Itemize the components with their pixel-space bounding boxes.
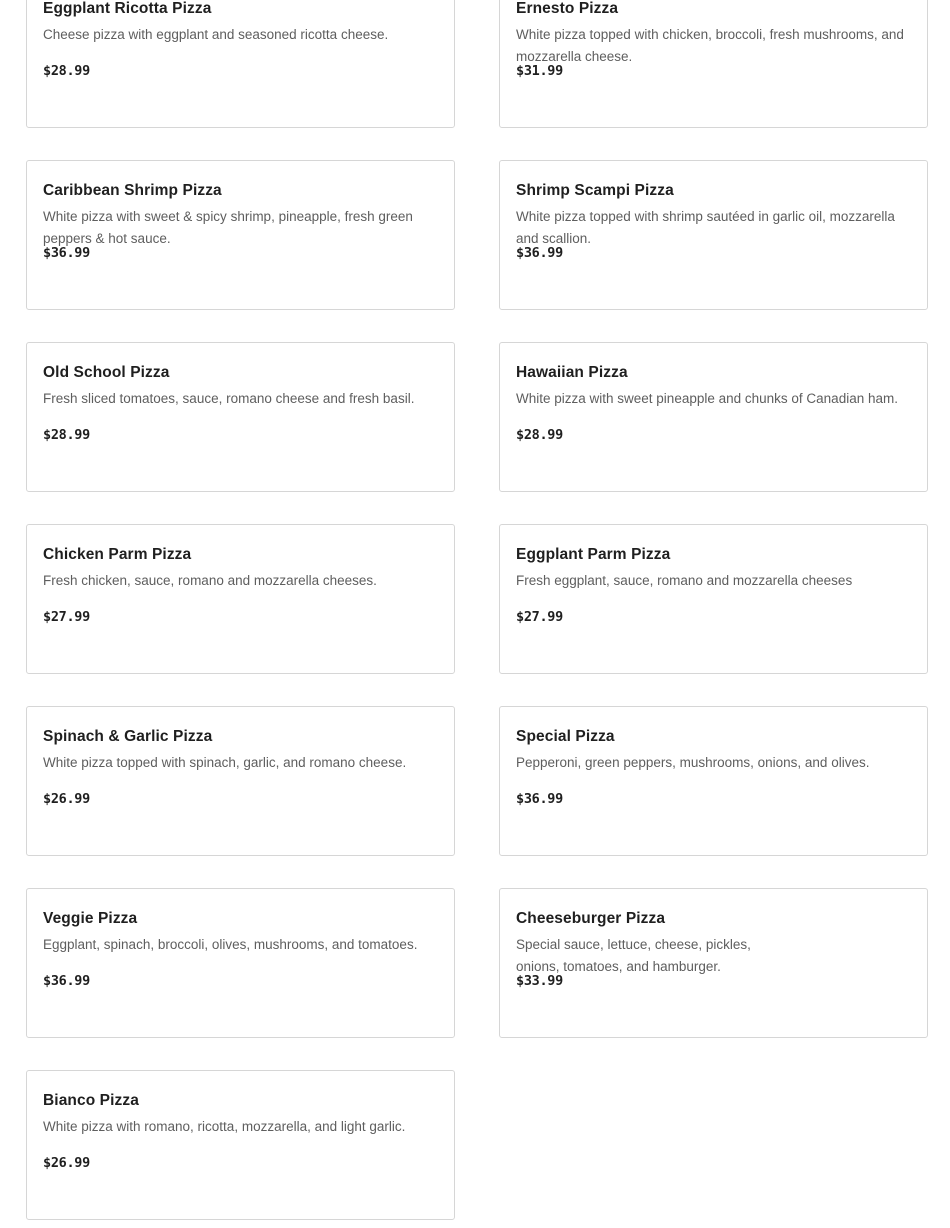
menu-item-card[interactable] <box>499 706 928 856</box>
item-price: $33.99 <box>516 973 563 989</box>
item-name: Eggplant Parm Pizza <box>516 546 671 563</box>
item-description: White pizza topped with spinach, garlic, and romano cheese. <box>43 755 407 770</box>
item-name: Caribbean Shrimp Pizza <box>43 182 222 199</box>
item-price: $28.99 <box>43 63 90 79</box>
item-description: White pizza with sweet pineapple and chunks of Canadian ham. <box>516 391 898 406</box>
menu-item-card[interactable] <box>499 342 928 492</box>
item-price: $26.99 <box>43 1155 90 1171</box>
menu-item-card[interactable] <box>26 160 455 310</box>
item-description: Fresh eggplant, sauce, romano and mozzarella cheeses <box>516 573 853 588</box>
item-price: $36.99 <box>516 791 563 807</box>
item-price: $27.99 <box>516 609 563 625</box>
menu-item-card[interactable] <box>26 524 455 674</box>
menu-item-card[interactable] <box>26 342 455 492</box>
item-description: Fresh chicken, sauce, romano and mozzarella cheeses. <box>43 573 377 588</box>
item-price: $28.99 <box>516 427 563 443</box>
menu-item-card[interactable] <box>26 0 455 128</box>
item-name: Ernesto Pizza <box>516 0 619 17</box>
item-price: $28.99 <box>43 427 90 443</box>
item-description: Eggplant, spinach, broccoli, olives, mushrooms, and tomatoes. <box>43 937 418 952</box>
menu-item-grid <box>26 0 928 1220</box>
menu-item-card[interactable] <box>26 1070 455 1220</box>
item-name: Eggplant Ricotta Pizza <box>43 0 212 17</box>
item-description: White pizza with sweet & spicy shrimp, pineapple, fresh green peppers & hot sauce. <box>43 209 413 246</box>
item-name: Spinach & Garlic Pizza <box>43 728 213 745</box>
menu-item-card[interactable] <box>499 160 928 310</box>
menu-item-card[interactable] <box>26 706 455 856</box>
item-description: White pizza topped with shrimp sautéed in garlic oil, mozzarella and scallion. <box>516 209 895 246</box>
item-price: $26.99 <box>43 791 90 807</box>
item-name: Chicken Parm Pizza <box>43 546 192 563</box>
item-description: Pepperoni, green peppers, mushrooms, onions, and olives. <box>516 755 870 770</box>
item-name: Hawaiian Pizza <box>516 364 628 381</box>
item-name: Special Pizza <box>516 728 615 745</box>
item-description: Cheese pizza with eggplant and seasoned ricotta cheese. <box>43 27 389 42</box>
item-price: $36.99 <box>43 245 90 261</box>
menu-item-card[interactable] <box>499 0 928 128</box>
item-name: Shrimp Scampi Pizza <box>516 182 674 199</box>
item-name: Bianco Pizza <box>43 1092 139 1109</box>
item-price: $36.99 <box>516 245 563 261</box>
item-name: Veggie Pizza <box>43 910 138 927</box>
item-description: Special sauce, lettuce, cheese, pickles, onions, tomatoes, and hamburger. <box>516 937 751 974</box>
menu-item-card[interactable] <box>499 524 928 674</box>
item-price: $36.99 <box>43 973 90 989</box>
item-price: $31.99 <box>516 63 563 79</box>
item-price: $27.99 <box>43 609 90 625</box>
menu-item-card[interactable] <box>26 888 455 1038</box>
item-name: Old School Pizza <box>43 364 170 381</box>
item-name: Cheeseburger Pizza <box>516 910 666 927</box>
item-description: Fresh sliced tomatoes, sauce, romano cheese and fresh basil. <box>43 391 415 406</box>
item-description: White pizza with romano, ricotta, mozzarella, and light garlic. <box>43 1119 406 1134</box>
menu-item-card[interactable] <box>499 888 928 1038</box>
item-description: White pizza topped with chicken, broccoli, fresh mushrooms, and mozzarella cheese. <box>516 27 904 64</box>
